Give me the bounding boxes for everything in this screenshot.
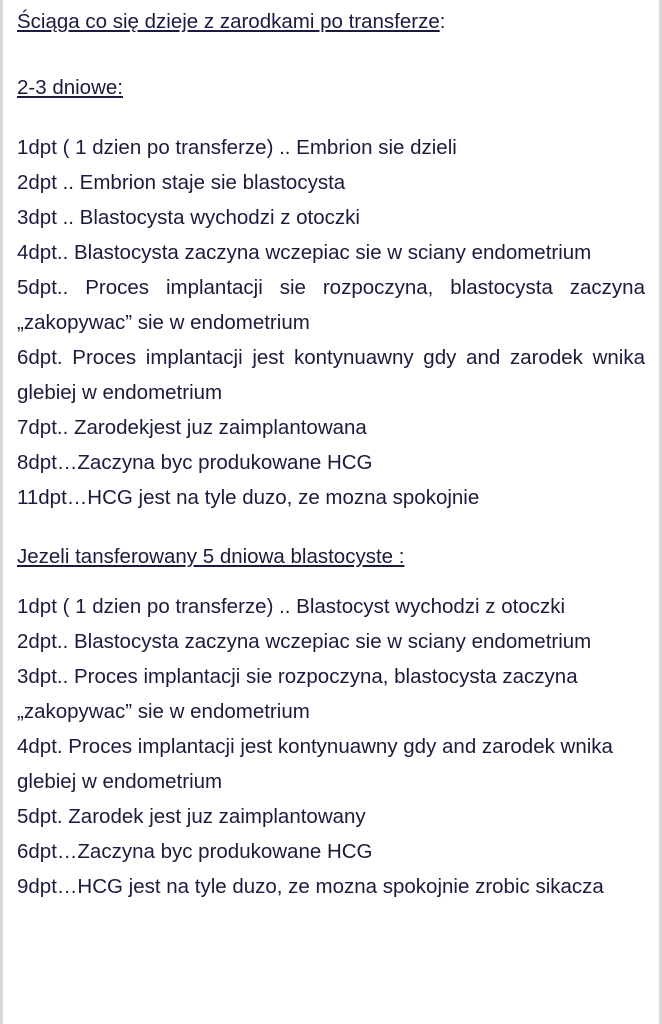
list-item: 4dpt.. Blastocysta zaczyna wczepiac sie w sciany endometrium xyxy=(17,241,592,264)
section-heading-day-2-3: 2-3 dniowe: xyxy=(17,76,123,99)
list-item: 6dpt. Proces implantacji jest kontynuawny gdy and zarodek wnika glebiej w endometrium xyxy=(17,346,645,404)
list-item: 2dpt.. Blastocysta zaczyna wczepiac sie w sciany endometrium xyxy=(17,630,592,653)
section-day-2-3 xyxy=(17,74,645,515)
list-item: 6dpt…Zaczyna byc produkowane HCG xyxy=(17,840,373,863)
page-left-edge xyxy=(0,0,3,1024)
page-title-text: Ściąga co się dzieje z zarodkami po transferze xyxy=(17,10,440,33)
list-item: 3dpt.. Proces implantacji sie rozpoczyna, blastocysta zaczyna „zakopywac” sie w endometrium xyxy=(17,665,578,723)
spacer-between-sections xyxy=(17,515,645,543)
section-day-5-lines xyxy=(17,589,645,904)
section-day-2-3-lines xyxy=(17,130,645,515)
list-item: 11dpt…HCG jest na tyle duzo, ze mozna spokojnie xyxy=(17,486,480,509)
list-item: 9dpt…HCG jest na tyle duzo, ze mozna spokojnie zrobic sikacza xyxy=(17,875,604,898)
list-item: 1dpt ( 1 dzien po transferze) .. Embrion sie dzieli xyxy=(17,136,457,159)
section-heading-day-5: Jezeli tansferowany 5 dniowa blastocyste : xyxy=(17,545,405,568)
page-title xyxy=(17,8,645,36)
spacer-after-heading-1 xyxy=(17,102,645,130)
list-item: 8dpt…Zaczyna byc produkowane HCG xyxy=(17,451,373,474)
page-title-colon: : xyxy=(439,10,446,33)
spacer-after-heading-2 xyxy=(17,571,645,589)
list-item: 3dpt .. Blastocysta wychodzi z otoczki xyxy=(17,206,360,229)
list-item: 7dpt.. Zarodekjest juz zaimplantowana xyxy=(17,416,367,439)
list-item: 2dpt .. Embrion staje sie blastocysta xyxy=(17,171,346,194)
list-item: 1dpt ( 1 dzien po transferze) .. Blastocyst wychodzi z otoczki xyxy=(17,595,566,618)
list-item: 4dpt. Proces implantacji jest kontynuawny gdy and zarodek wnika glebiej w endometrium xyxy=(17,735,613,793)
list-item: 5dpt.. Proces implantacji sie rozpoczyna, blastocysta zaczyna „zakopywac” sie w endometrium xyxy=(17,276,645,334)
list-item: 5dpt. Zarodek jest juz zaimplantowany xyxy=(17,805,366,828)
section-day-5 xyxy=(17,543,645,904)
spacer-after-title xyxy=(17,40,645,74)
